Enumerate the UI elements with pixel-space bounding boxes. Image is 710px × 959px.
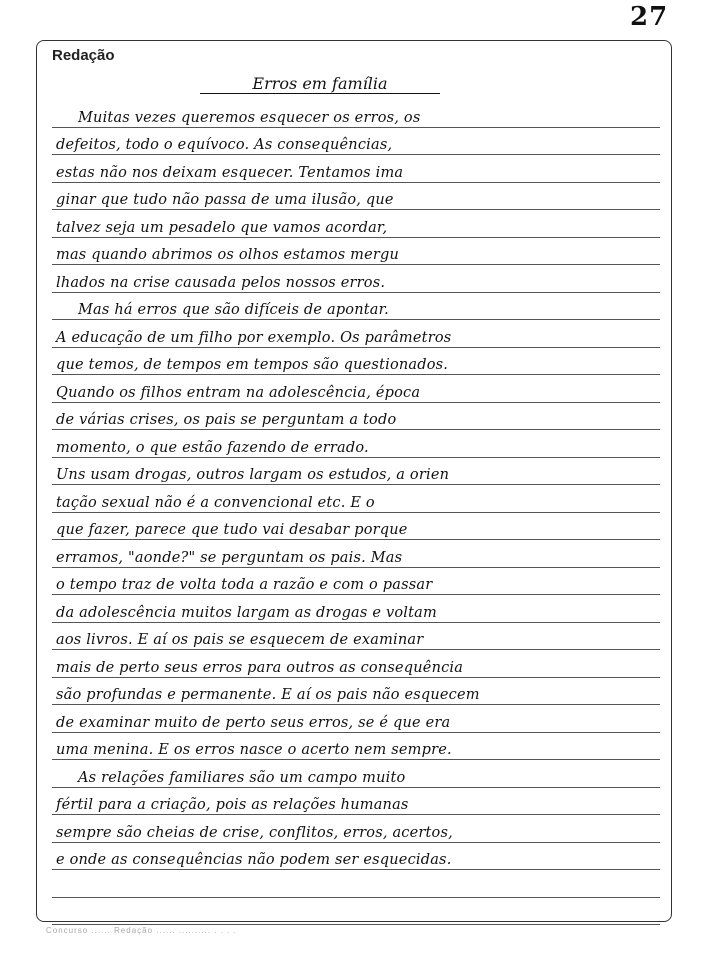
- essay-line: [52, 678, 660, 706]
- essay-line-text: defeitos, todo o equívoco. As consequências,: [56, 137, 393, 153]
- essay-line: [52, 375, 660, 403]
- essay-line: [52, 733, 660, 761]
- blank-line: [52, 898, 660, 926]
- essay-line-text: lhados na crise causada pelos nossos erros.: [56, 274, 386, 291]
- essay-line: [52, 100, 660, 128]
- essay-line: [52, 348, 660, 376]
- essay-line: [52, 513, 660, 541]
- essay-line-text: são profundas e permanente. E aí os pais não esquecem: [56, 687, 480, 703]
- essay-line-text: A educação de um filho por exemplo. Os parâmetros: [56, 329, 452, 346]
- essay-line-text: fértil para a criação, pois as relações humanas: [56, 797, 409, 813]
- essay-line: [52, 293, 660, 321]
- page-number: 27: [630, 2, 669, 32]
- essay-line-text: mais de perto seus erros para outros as consequência: [56, 659, 464, 676]
- essay-line: [52, 238, 660, 266]
- form-title: Redação: [52, 47, 115, 64]
- essay-line-text: ginar que tudo não passa de uma ilusão, que: [56, 192, 394, 208]
- essay-line-text: talvez seja um pesadelo que vamos acordar,: [56, 219, 388, 236]
- essay-line-text: As relações familiares são um campo muito: [78, 769, 406, 786]
- essay-line: [52, 595, 660, 623]
- essay-line: [52, 485, 660, 513]
- essay-line: [52, 128, 660, 156]
- essay-line: [52, 430, 660, 458]
- essay-line: [52, 403, 660, 431]
- essay-line: [52, 540, 660, 568]
- essay-line-text: aos livros. E aí os pais se esquecem de examinar: [56, 632, 424, 648]
- essay-line: [52, 568, 660, 596]
- essay-line-text: de várias crises, os pais se perguntam a todo: [56, 412, 397, 428]
- essay-line: [52, 705, 660, 733]
- essay-line-text: tação sexual não é a convencional etc. E o: [56, 494, 375, 511]
- essay-line-text: Quando os filhos entram na adolescência, época: [56, 384, 421, 401]
- essay-line-text: o tempo traz de volta toda a razão e com o passar: [56, 577, 433, 593]
- essay-line: [52, 788, 660, 816]
- essay-line: [52, 650, 660, 678]
- essay-lines: [52, 100, 660, 925]
- essay-line-text: erramos, "aonde?" se perguntam os pais. Mas: [56, 549, 403, 566]
- essay-line-text: que temos, de tempos em tempos são questionados.: [56, 357, 449, 373]
- essay-line-text: momento, o que estão fazendo de errado.: [56, 439, 369, 456]
- essay-line-text: da adolescência muitos largam as drogas e voltam: [56, 604, 437, 621]
- essay-line: [52, 183, 660, 211]
- essay-line-text: Muitas vezes queremos esquecer os erros, os: [78, 109, 421, 126]
- essay-line-text: uma menina. E os erros nasce o acerto nem sempre.: [56, 742, 452, 758]
- essay-line-text: que fazer, parece que tudo vai desabar porque: [56, 522, 408, 538]
- essay-line: [52, 265, 660, 293]
- essay-line: [52, 623, 660, 651]
- essay-line-text: Uns usam drogas, outros largam os estudos, a orien: [56, 467, 450, 483]
- essay-line: [52, 843, 660, 871]
- essay-line-text: Mas há erros que são difíceis de apontar.: [78, 302, 389, 318]
- essay-line: [52, 760, 660, 788]
- essay-title: Erros em família: [200, 75, 440, 94]
- essay-line: [52, 815, 660, 843]
- essay-line-text: e onde as consequências não podem ser esquecidas.: [56, 852, 452, 868]
- essay-line-text: mas quando abrimos os olhos estamos mergu: [56, 247, 400, 263]
- essay-line-text: estas não nos deixam esquecer. Tentamos ima: [56, 164, 404, 181]
- essay-line-text: sempre são cheias de crise, conflitos, erros, acertos,: [56, 824, 453, 841]
- essay-line-text: de examinar muito de perto seus erros, se é que era: [56, 714, 451, 731]
- essay-line: [52, 155, 660, 183]
- essay-line: [52, 320, 660, 348]
- essay-line: [52, 458, 660, 486]
- blank-line: [52, 870, 660, 898]
- essay-line: [52, 210, 660, 238]
- footer-text: Concurso ...... Redação ...... .......... . . . .: [46, 926, 237, 935]
